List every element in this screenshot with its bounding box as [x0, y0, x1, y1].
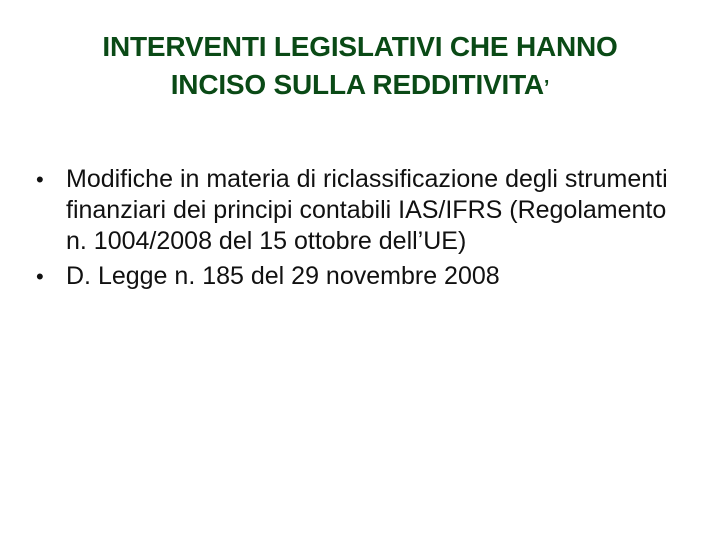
slide-title [40, 28, 680, 107]
bullet-marker: • [36, 264, 44, 289]
slide-title-line-2 [40, 66, 680, 107]
bullet-item-2 [36, 261, 686, 292]
bullet-text: D. Legge n. 185 del 29 novembre 2008 [66, 262, 500, 290]
slide-title-line-2-text: INCISO SULLA REDDITIVITA [170, 69, 544, 100]
bullet-marker: • [36, 167, 44, 192]
slide-title-line-1: INTERVENTI LEGISLATIVI CHE HANNO [102, 31, 618, 62]
bullet-item-1 [36, 164, 686, 257]
bullet-list [36, 164, 686, 296]
bullet-text: Modifiche in materia di riclassificazione degli strumenti finanziari dei principi contabili IAS/IFRS (Regolamento n. 1004/2008 del 15 ottobre dell’UE) [66, 165, 668, 255]
slide-title-apostrophe: ’ [543, 77, 550, 99]
